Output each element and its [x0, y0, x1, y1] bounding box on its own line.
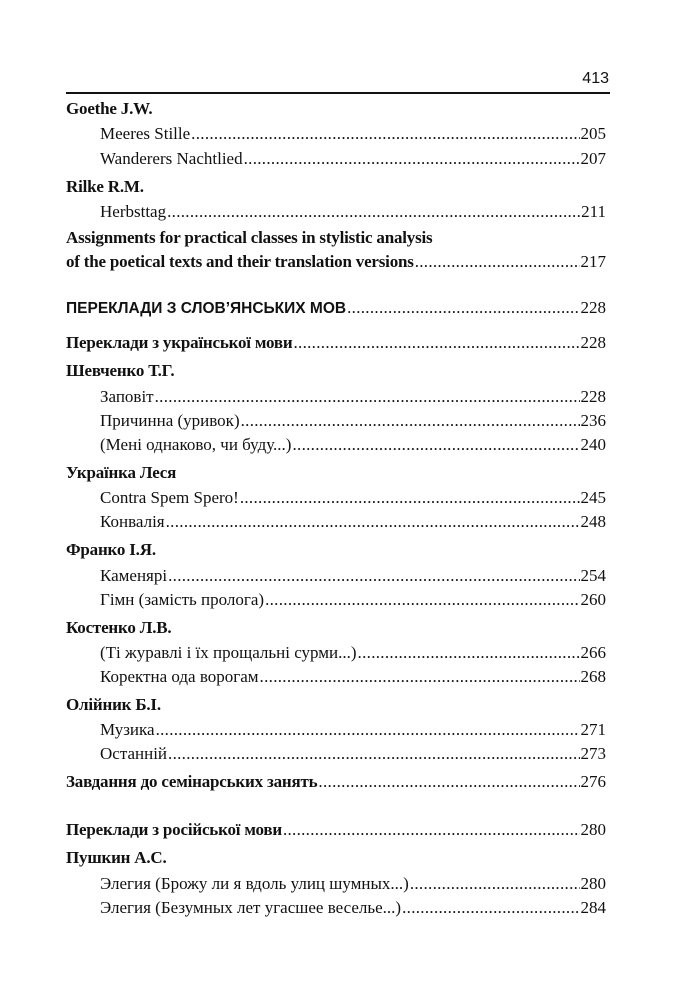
toc-entry-title: Элегия (Брожу ли я вдоль улиц шумных...) [100, 874, 409, 893]
dot-leader [166, 511, 580, 533]
toc-entry [66, 819, 606, 841]
toc-entry [100, 386, 606, 408]
toc-entry-title: Переклади з української мови [66, 333, 293, 352]
toc-entry-title: Goethe J.W. [66, 99, 153, 118]
toc-entry-page: 273 [580, 744, 606, 763]
toc-entry [66, 360, 606, 382]
toc-entry [100, 201, 606, 223]
toc-entry-title: Завдання до семінарських занять [66, 772, 318, 791]
toc-entry [100, 565, 606, 587]
dot-leader [292, 434, 579, 456]
toc-entry-title: Шевченко Т.Г. [66, 361, 175, 380]
toc-entry-title: Переклади з російської мови [66, 820, 282, 839]
toc-entry-page: 280 [580, 820, 606, 839]
toc-entry-page: 228 [580, 298, 606, 317]
toc-entry [100, 511, 606, 533]
toc-entry [100, 897, 606, 919]
toc-entry-page: 271 [580, 720, 606, 739]
dot-leader [168, 743, 579, 765]
header-rule [66, 92, 610, 94]
toc-entry-title: ПЕРЕКЛАДИ З СЛОВ’ЯНСЬКИХ МОВ [66, 300, 347, 317]
toc-entry [66, 462, 606, 484]
page-number: 413 [582, 70, 609, 87]
toc-entry-title: Каменярі [100, 566, 168, 585]
dot-leader [156, 719, 580, 741]
toc-entry-page: 260 [580, 590, 606, 609]
toc-entry-page: 217 [580, 252, 606, 271]
toc-entry-page: 254 [580, 566, 606, 585]
toc-entry-page: 280 [580, 874, 606, 893]
dot-leader [402, 897, 579, 919]
dot-leader [293, 332, 579, 354]
dot-leader [347, 297, 579, 319]
dot-leader [415, 251, 580, 273]
dot-leader [168, 565, 579, 587]
toc-entry [66, 98, 606, 120]
toc-entry [100, 642, 606, 664]
toc-entry-title: Останній [100, 744, 168, 763]
toc-entry [100, 487, 606, 509]
toc-entry-title: Олійник Б.І. [66, 695, 161, 714]
toc-entry-page: 266 [580, 643, 606, 662]
toc-entry [66, 251, 606, 273]
dot-leader [318, 771, 579, 793]
toc-entry-page: 211 [581, 202, 606, 221]
toc-entry-page: 240 [580, 435, 606, 454]
toc-entry-page: 245 [580, 488, 606, 507]
toc-entry [100, 873, 606, 895]
toc-entry [66, 227, 606, 249]
toc-entry-title: Музика [100, 720, 155, 739]
toc-entry [100, 434, 606, 456]
toc-entry-title: Herbsttag [100, 202, 167, 221]
toc-entry-page: 207 [580, 149, 606, 168]
toc-entry-title: Пушкин А.С. [66, 848, 167, 867]
toc-entry [66, 332, 606, 354]
toc-entry [100, 719, 606, 741]
toc-entry-page: 236 [580, 411, 606, 430]
toc-entry-title: Assignments for practical classes in stylistic analysis [66, 228, 433, 247]
dot-leader [240, 487, 580, 509]
toc-entry [100, 148, 606, 170]
toc-entry [66, 771, 606, 793]
toc-entry-title: Rilke R.M. [66, 177, 144, 196]
toc-entry-title: (Ті журавлі і їх прощальні сурми...) [100, 643, 357, 662]
toc-entry-page: 268 [580, 667, 606, 686]
toc-entry-page: 205 [580, 124, 606, 143]
toc-entry-title: Гімн (замість пролога) [100, 590, 265, 609]
dot-leader [410, 873, 580, 895]
toc-entry [66, 297, 606, 319]
toc-entry-title: Причинна (уривок) [100, 411, 240, 430]
dot-leader [167, 201, 580, 223]
toc-entry-page: 276 [580, 772, 606, 791]
dot-leader [283, 819, 580, 841]
toc-entry-title: (Мені однаково, чи буду...) [100, 435, 292, 454]
toc-entry-title: Contra Spem Spero! [100, 488, 239, 507]
toc-entry-page: 248 [580, 512, 606, 531]
dot-leader [244, 148, 580, 170]
toc-entry [100, 589, 606, 611]
toc-entry-title: Українка Леся [66, 463, 177, 482]
toc-entry [66, 694, 606, 716]
dot-leader [155, 386, 580, 408]
toc-entry-title: Костенко Л.В. [66, 618, 172, 637]
toc-entry-title: Элегия (Безумных лет угасшее веселье...) [100, 898, 402, 917]
toc-entry-title: Коректна ода ворогам [100, 667, 259, 686]
dot-leader [191, 123, 579, 145]
toc-entry-page: 228 [580, 333, 606, 352]
toc-entry-title: Заповіт [100, 387, 154, 406]
toc-entry [100, 743, 606, 765]
toc-entry-page: 284 [580, 898, 606, 917]
toc-entry [66, 539, 606, 561]
dot-leader [358, 642, 580, 664]
toc-entry [100, 666, 606, 688]
dot-leader [260, 666, 580, 688]
toc-entry [66, 847, 606, 869]
toc-entry-title: Франко І.Я. [66, 540, 156, 559]
toc-entry-page: 228 [580, 387, 606, 406]
dot-leader [265, 589, 579, 611]
toc-entry [100, 410, 606, 432]
dot-leader [241, 410, 580, 432]
toc-entry [66, 617, 606, 639]
toc-entry-title: Wanderers Nachtlied [100, 149, 243, 168]
toc-entry-title: Конвалія [100, 512, 165, 531]
toc-entry [66, 176, 606, 198]
toc-entry-title: of the poetical texts and their translation versions [66, 252, 414, 271]
toc-entry [100, 123, 606, 145]
toc-entry-title: Meeres Stille [100, 124, 191, 143]
